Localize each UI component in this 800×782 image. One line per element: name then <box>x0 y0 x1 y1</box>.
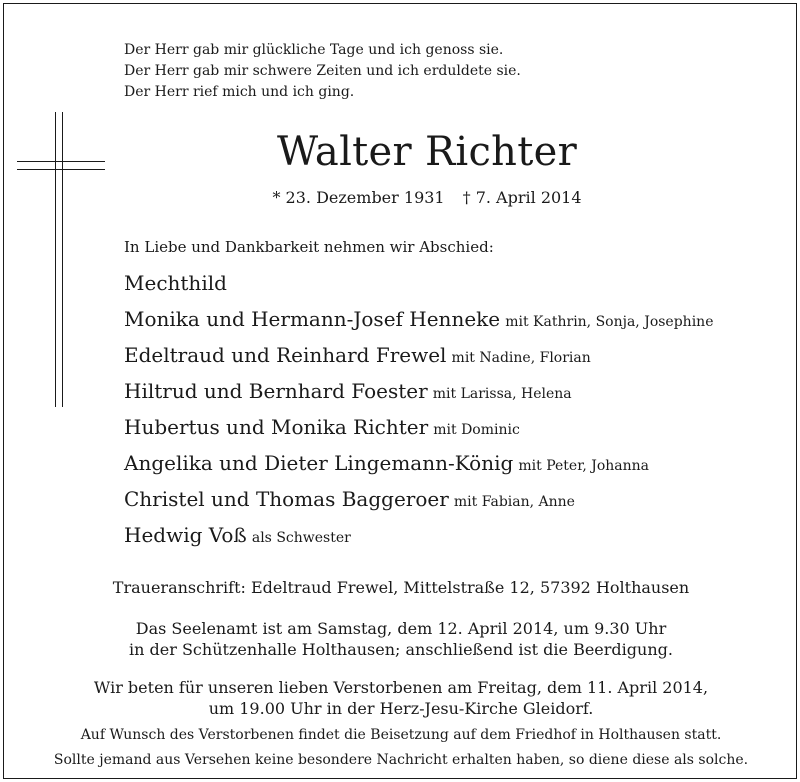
mourner-names: Hubertus und Monika Richter <box>124 415 429 439</box>
farewell-intro: In Liebe und Dankbarkeit nehmen wir Abschied: <box>124 238 494 256</box>
death-date: † 7. April 2014 <box>462 188 582 207</box>
mourner-children: mit Fabian, Anne <box>453 494 575 510</box>
mourner-names: Hiltrud und Bernhard Foester <box>124 379 428 403</box>
mourner-entry <box>124 375 713 411</box>
mourner-entry <box>124 519 713 555</box>
closing-note: Sollte jemand aus Versehen keine besondere Nachricht erhalten haben, so diene diese als solche. <box>53 752 749 768</box>
obituary-notice <box>3 3 797 779</box>
requiem-line: Das Seelenamt ist am Samstag, dem 12. April 2014, um 9.30 Uhr <box>135 619 667 638</box>
requiem-notice <box>4 618 798 660</box>
psalm-line: Der Herr gab mir schwere Zeiten und ich erduldete sie. <box>124 63 521 79</box>
mourner-children: mit Kathrin, Sonja, Josephine <box>505 314 714 330</box>
mourner-children: mit Larissa, Helena <box>432 386 572 402</box>
burial-note: Auf Wunsch des Verstorbenen findet die Beisetzung auf dem Friedhof in Holthausen statt. <box>80 727 722 743</box>
mourner-relation: als Schwester <box>251 530 351 546</box>
mourner-names: Angelika und Dieter Lingemann-König <box>124 451 514 475</box>
life-dates <box>4 187 800 209</box>
mourner-names: Mechthild <box>124 271 227 295</box>
mourner-children: mit Peter, Johanna <box>518 458 650 474</box>
prayer-line: Wir beten für unseren lieben Verstorbenen am Freitag, dem 11. April 2014, <box>93 678 709 697</box>
birth-date: * 23. Dezember 1931 <box>272 188 445 207</box>
mourner-entry <box>124 267 713 303</box>
mourners-list <box>124 267 713 555</box>
mourner-entry <box>124 411 713 447</box>
requiem-line: in der Schützenhalle Holthausen; anschließend ist die Beerdigung. <box>129 640 673 659</box>
prayer-line: um 19.00 Uhr in der Herz-Jesu-Kirche Gleidorf. <box>208 699 594 718</box>
psalm-verse <box>124 40 521 103</box>
psalm-line: Der Herr gab mir glückliche Tage und ich genoss sie. <box>124 42 504 58</box>
prayer-notice <box>4 677 798 719</box>
mourning-address: Traueranschrift: Edeltraud Frewel, Mittelstraße 12, 57392 Holthausen <box>112 578 690 597</box>
mourner-names: Edeltraud und Reinhard Frewel <box>124 343 447 367</box>
mourner-entry <box>124 483 713 519</box>
psalm-line: Der Herr rief mich und ich ging. <box>124 84 355 100</box>
mourner-entry <box>124 339 713 375</box>
mourner-children: mit Nadine, Florian <box>451 350 591 366</box>
mourner-names: Christel und Thomas Baggeroer <box>124 487 449 511</box>
deceased-name: Walter Richter <box>276 129 577 175</box>
mourner-entry <box>124 447 713 483</box>
mourner-entry <box>124 303 713 339</box>
mourner-names: Hedwig Voß <box>124 523 247 547</box>
mourner-names: Monika und Hermann-Josef Henneke <box>124 307 501 331</box>
mourner-children: mit Dominic <box>433 422 520 438</box>
